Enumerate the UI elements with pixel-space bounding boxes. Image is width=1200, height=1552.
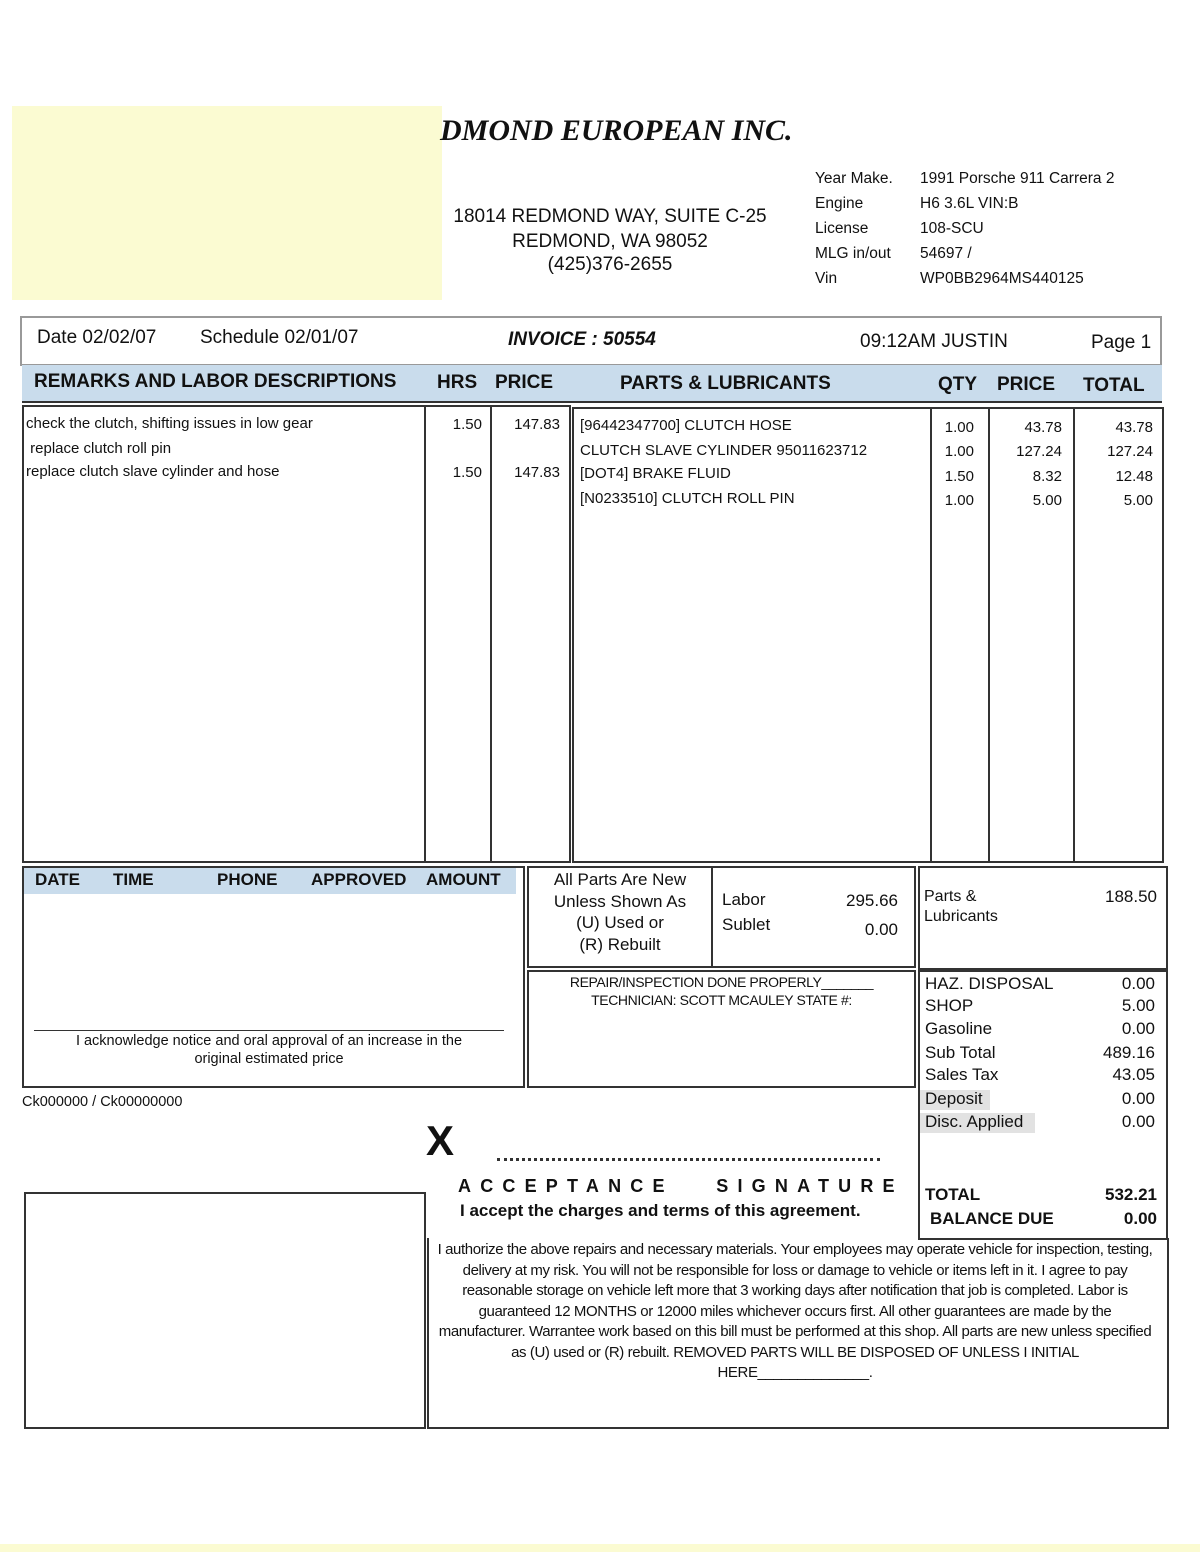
parts-row-3-total: 12.48 (1115, 468, 1153, 485)
parts-row-1-price: 43.78 (1024, 419, 1062, 436)
vehicle-label-license: License (815, 220, 869, 237)
vehicle-label-mileage: MLG in/out (815, 245, 891, 262)
parts-row-4-total: 5.00 (1123, 492, 1153, 509)
vehicle-label-vin: Vin (815, 270, 838, 287)
parts-row-1-qty: 1.00 (944, 419, 974, 436)
totals-labels (925, 973, 1053, 1133)
labor-value: 295.66 (846, 891, 898, 910)
deposit-label: Deposit (925, 1089, 983, 1109)
approval-col-phone: PHONE (217, 870, 278, 889)
haz-disposal-value: 0.00 (1121, 974, 1155, 993)
parts-row-3-qty: 1.50 (944, 468, 974, 485)
disc-applied-label: Disc. Applied (925, 1111, 1024, 1131)
subtotal-value: 489.16 (1103, 1042, 1155, 1062)
parts-row-4-price: 5.00 (1032, 492, 1062, 509)
parts-divider-price (988, 407, 990, 863)
company-address (440, 204, 780, 277)
parts-new-line4: (R) Rebuilt (579, 934, 661, 954)
vehicle-values (920, 166, 1114, 291)
repair-text (530, 973, 913, 1009)
labor-row-1-desc: check the clutch, shifting issues in low gear (26, 415, 313, 432)
vehicle-label-engine: Engine (815, 195, 864, 212)
labor-row-3-hrs: 1.50 (452, 464, 482, 481)
col-total: TOTAL (1083, 375, 1145, 396)
legal-line5: manufacturer. Warrantee work based on this bill must be performed at this shop. All parts are new unless specified (438, 1323, 1152, 1340)
legal-line4: guaranteed 12 MONTHS or 12000 miles whichever occurs first. All other guarantees are made by the (478, 1302, 1112, 1320)
labor-row-1-hrs: 1.50 (452, 416, 482, 433)
parts-lubricants-label (924, 887, 998, 927)
deposit-value: 0.00 (1121, 1089, 1155, 1109)
parts-row-3-desc: [DOT4] BRAKE FLUID (580, 465, 731, 482)
balance-due-value: 0.00 (1123, 1209, 1157, 1228)
bottom-left-box (24, 1192, 426, 1429)
invoice-number: INVOICE : 50554 (508, 329, 656, 350)
labor-row-1-price: 147.83 (514, 416, 560, 433)
invoice-schedule: Schedule 02/01/07 (200, 327, 359, 348)
col-parts: PARTS & LUBRICANTS (620, 373, 831, 394)
disc-applied-value: 0.00 (1121, 1111, 1155, 1131)
parts-new-line1: All Parts Are New (553, 870, 687, 889)
parts-row-2-total: 127.24 (1107, 443, 1153, 460)
approval-col-approved: APPROVED (311, 870, 407, 889)
col-labor-price: PRICE (495, 372, 554, 393)
parts-row-2-qty: 1.00 (944, 443, 974, 460)
approval-col-amount: AMOUNT (426, 870, 501, 889)
parts-lubricants-line2: Lubricants (924, 908, 998, 925)
sales-tax-label: Sales Tax (925, 1065, 999, 1085)
vehicle-mileage: 54697 / (920, 245, 972, 262)
parts-row-1-total: 43.78 (1115, 419, 1153, 436)
col-parts-price: PRICE (997, 374, 1056, 395)
sublet-label: Sublet (722, 915, 771, 934)
col-remarks: REMARKS AND LABOR DESCRIPTIONS (34, 371, 397, 392)
legal-line1: I authorize the above repairs and necessary materials. Your employees may operate vehicle for inspection, testing, (437, 1241, 1153, 1258)
vehicle-year-make: 1991 Porsche 911 Carrera 2 (920, 170, 1115, 187)
legal-line6: as (U) used or (R) rebuilt. REMOVED PARTS WILL BE DISPOSED OF UNLESS I INITIAL (511, 1343, 1079, 1361)
parts-new-line3: (U) Used or (576, 913, 664, 932)
repair-line1: REPAIR/INSPECTION DONE PROPERLY_______ (569, 974, 874, 990)
haz-disposal-label: HAZ. DISPOSAL (925, 974, 1054, 993)
labor-row-3-price: 147.83 (514, 464, 560, 481)
invoice-page: Page 1 (1091, 332, 1152, 353)
acknowledge-line2: original estimated price (194, 1051, 344, 1067)
col-hrs: HRS (437, 372, 478, 393)
labor-divider-hrs (424, 405, 426, 863)
approval-signature-line (34, 1030, 504, 1031)
invoice-time-writer: 09:12AM JUSTIN (860, 331, 1008, 352)
gasoline-label: Gasoline (925, 1018, 993, 1038)
sales-tax-value: 43.05 (1112, 1065, 1155, 1085)
balance-due-label: BALANCE DUE (930, 1209, 1054, 1228)
vehicle-engine: H6 3.6L VIN:B (920, 195, 1019, 212)
total-value: 532.21 (1105, 1185, 1157, 1204)
legal-line3: reasonable storage on vehicle left more that 3 working days after notification that job is completed. Labor is (462, 1282, 1128, 1299)
labor-label: Labor (722, 890, 766, 909)
parts-lubricants-line1: Parts & (924, 888, 977, 905)
address-line1: 18014 REDMOND WAY, SUITE C-25 (453, 206, 767, 227)
total-label: TOTAL (925, 1185, 981, 1204)
vehicle-license: 108-SCU (920, 220, 984, 237)
parts-divider-total (1073, 407, 1075, 863)
sublet-value: 0.00 (864, 920, 898, 939)
parts-row-2-price: 127.24 (1016, 443, 1062, 460)
legal-line7: HERE______________. (717, 1364, 873, 1381)
gasoline-value: 0.00 (1121, 1018, 1155, 1038)
approval-col-time: TIME (113, 870, 154, 889)
col-qty: QTY (938, 374, 978, 395)
labor-summary-divider (711, 866, 713, 968)
parts-row-3-price: 8.32 (1032, 468, 1062, 485)
legal-line2: delivery at my risk. You will not be responsible for loss or damage to vehicle or items left in it. I agree to pay (462, 1261, 1128, 1279)
company-name: DMOND EUROPEAN INC. (440, 114, 793, 147)
vehicle-labels (815, 166, 893, 291)
signature-subtitle: I accept the charges and terms of this agreement. (460, 1201, 861, 1220)
parts-row-4-qty: 1.00 (944, 492, 974, 509)
parts-new-line2: Unless Shown As (553, 891, 687, 911)
repair-line2: TECHNICIAN: SCOTT MCAULEY STATE #: (591, 992, 852, 1008)
company-phone: (425)376-2655 (547, 254, 673, 275)
parts-row-4-desc: [N0233510] CLUTCH ROLL PIN (580, 490, 795, 507)
approval-col-date: DATE (35, 870, 81, 889)
address-line2: REDMOND, WA 98052 (512, 231, 708, 252)
parts-lubricants-value: 188.50 (1105, 887, 1157, 906)
legal-terms (418, 1240, 1172, 1384)
bottom-edge-highlight (0, 1544, 1200, 1552)
vehicle-vin: WP0BB2964MS440125 (920, 270, 1084, 287)
parts-row-2-desc: CLUTCH SLAVE CYLINDER 95011623712 (580, 442, 868, 459)
invoice-date: Date 02/02/07 (37, 327, 157, 348)
labor-row-3-desc: replace clutch slave cylinder and hose (26, 463, 280, 480)
parts-row-1-desc: [96442347700] CLUTCH HOSE (580, 417, 792, 434)
parts-new-notice (530, 869, 710, 955)
labor-row-2-desc: replace clutch roll pin (26, 440, 172, 457)
check-numbers: Ck000000 / Ck00000000 (22, 1094, 183, 1110)
approval-acknowledge (34, 1032, 504, 1068)
shop-label: SHOP (925, 996, 974, 1016)
totals-values (1070, 973, 1155, 1133)
redaction-block (12, 106, 442, 300)
labor-divider-price (490, 405, 492, 863)
acknowledge-line1: I acknowledge notice and oral approval of an increase in the (75, 1033, 463, 1049)
signature-line[interactable] (497, 1158, 880, 1161)
subtotal-label: Sub Total (925, 1042, 996, 1062)
shop-value: 5.00 (1121, 996, 1155, 1016)
signature-title: ACCEPTANCE SIGNATURE (458, 1176, 904, 1196)
vehicle-label-year: Year Make. (815, 170, 893, 187)
parts-divider-qty (930, 407, 932, 863)
signature-x-mark: X (426, 1117, 455, 1164)
